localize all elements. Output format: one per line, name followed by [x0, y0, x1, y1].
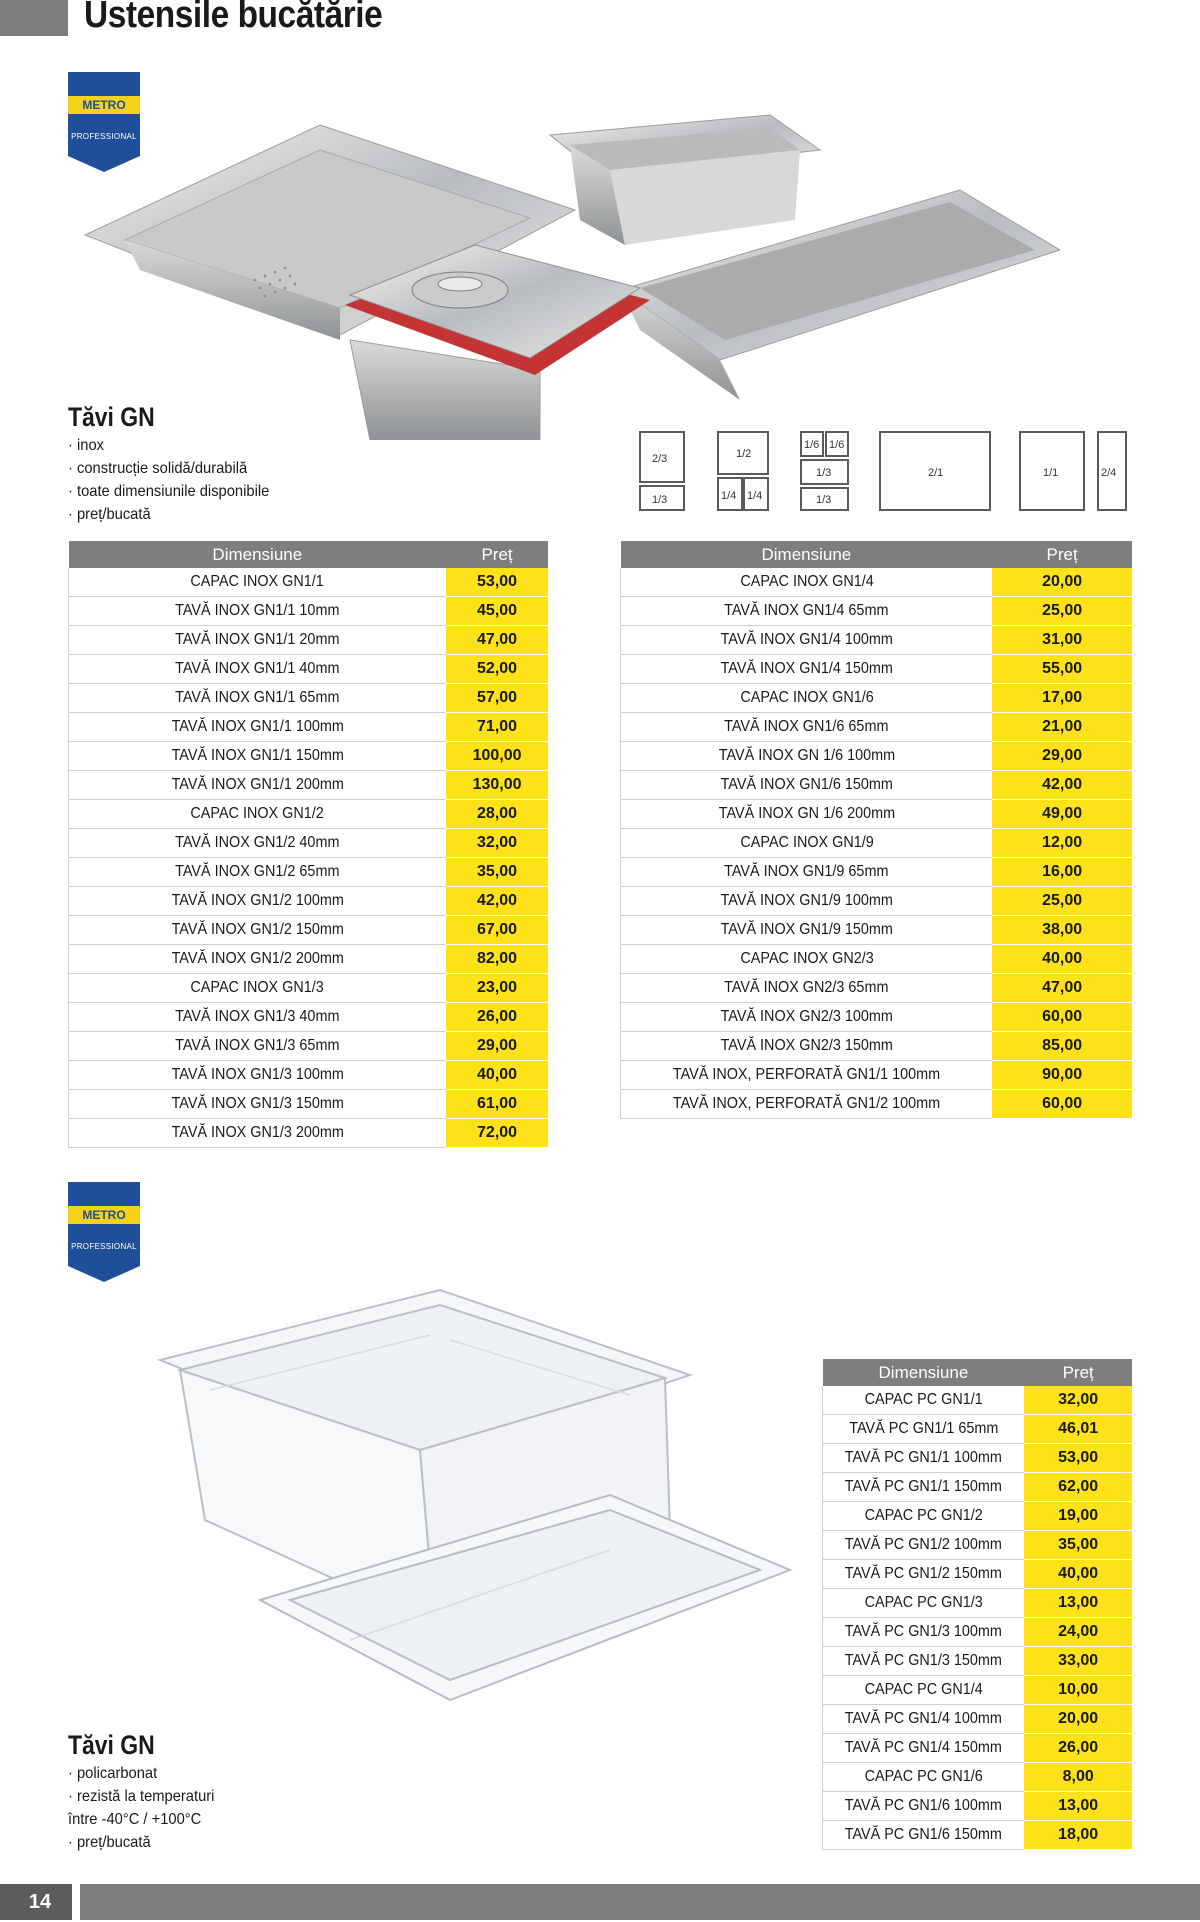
feature-item: · preț/bucată: [68, 503, 269, 526]
product-name-cell: [69, 1032, 447, 1061]
product-name-cell: [621, 771, 993, 800]
table-row: [621, 713, 1133, 742]
product-name: TAVĂ PC GN1/6 100mm: [845, 1797, 1003, 1814]
feature-item: · toate dimensiunile disponibile: [68, 480, 269, 503]
product-name: TAVĂ INOX GN1/1 65mm: [175, 689, 340, 706]
table-row: [621, 1090, 1133, 1119]
page-number: 14: [0, 1884, 80, 1920]
pc-price-table: [822, 1359, 1132, 1850]
table-row: [621, 568, 1133, 597]
product-name: CAPAC INOX GN1/4: [739, 573, 874, 590]
table-row: [823, 1560, 1133, 1589]
gn-label: 1/6: [804, 439, 820, 451]
product-name-cell: [621, 945, 993, 974]
product-name-cell: [823, 1821, 1025, 1850]
price-cell: 62,00: [1024, 1473, 1132, 1502]
price-cell: 20,00: [1024, 1705, 1132, 1734]
product-name-cell: [621, 974, 993, 1003]
price-cell: 47,00: [446, 626, 548, 655]
product-name: TAVĂ INOX GN2/3 150mm: [720, 1037, 893, 1054]
price-cell: 32,00: [446, 829, 548, 858]
product-name-cell: [823, 1502, 1025, 1531]
product-name-cell: [823, 1473, 1025, 1502]
product-name-cell: [823, 1560, 1025, 1589]
product-name-cell: [621, 1003, 993, 1032]
product-name-cell: [69, 1003, 447, 1032]
price-cell: 90,00: [992, 1061, 1132, 1090]
product-name-cell: [621, 597, 993, 626]
product-name: CAPAC PC GN1/2: [864, 1507, 983, 1524]
table-row: [621, 829, 1133, 858]
product-name: TAVĂ PC GN1/4 150mm: [845, 1739, 1003, 1756]
product-name-cell: [621, 1061, 993, 1090]
product-name: TAVĂ INOX GN 1/6 100mm: [718, 747, 895, 764]
gn-sizes-diagram: [618, 412, 1133, 520]
product-name: CAPAC INOX GN1/2: [190, 805, 325, 822]
gn-label: 1/3: [816, 494, 832, 506]
table-row: [621, 1003, 1133, 1032]
price-cell: 26,00: [1024, 1734, 1132, 1763]
stainless-gn-pans-image: [80, 110, 1060, 440]
price-cell: 40,00: [1024, 1560, 1132, 1589]
price-cell: 40,00: [992, 945, 1132, 974]
table-row: [69, 626, 549, 655]
pc-feature-list: [68, 1762, 214, 1854]
table-row: [69, 916, 549, 945]
product-name: TAVĂ INOX GN1/9 100mm: [720, 892, 893, 909]
gn-label: 2/1: [928, 467, 944, 479]
product-name: CAPAC INOX GN1/6: [739, 689, 874, 706]
price-cell: 26,00: [446, 1003, 548, 1032]
inox-feature-list: [68, 434, 269, 526]
table-row: [621, 597, 1133, 626]
product-name-cell: [69, 771, 447, 800]
table-row: [621, 887, 1133, 916]
price-cell: 45,00: [446, 597, 548, 626]
table-row: [69, 1090, 549, 1119]
product-name: TAVĂ INOX GN1/4 150mm: [720, 660, 893, 677]
product-name-cell: [621, 800, 993, 829]
product-name: TAVĂ INOX GN1/3 40mm: [175, 1008, 340, 1025]
table-row: [621, 771, 1133, 800]
product-name: TAVĂ PC GN1/1 100mm: [845, 1449, 1003, 1466]
product-name-cell: [823, 1734, 1025, 1763]
table-row: [823, 1589, 1133, 1618]
table-row: [823, 1821, 1133, 1850]
product-name: TAVĂ INOX GN1/6 65mm: [724, 718, 889, 735]
price-cell: 29,00: [446, 1032, 548, 1061]
product-name: TAVĂ INOX GN1/2 40mm: [175, 834, 340, 851]
page-title: Ustensile bucătărie: [84, 0, 383, 36]
price-cell: 61,00: [446, 1090, 548, 1119]
table-row: [823, 1734, 1133, 1763]
inox-price-table-left: [68, 541, 548, 1148]
product-name-cell: [823, 1763, 1025, 1792]
product-name: TAVĂ INOX GN1/1 100mm: [171, 718, 344, 735]
feature-item: · construcție solidă/durabilă: [68, 457, 269, 480]
gn-label: 1/1: [1043, 467, 1059, 479]
product-name: TAVĂ INOX GN2/3 100mm: [720, 1008, 893, 1025]
price-cell: 60,00: [992, 1003, 1132, 1032]
product-name-cell: [69, 597, 447, 626]
product-name: CAPAC PC GN1/4: [864, 1681, 983, 1698]
product-name-cell: [621, 742, 993, 771]
gn-label: 2/4: [1101, 467, 1117, 479]
table-row: [823, 1473, 1133, 1502]
product-name-cell: [69, 684, 447, 713]
price-cell: 33,00: [1024, 1647, 1132, 1676]
product-name-cell: [621, 713, 993, 742]
feature-item: · inox: [68, 434, 269, 457]
product-name-cell: [621, 684, 993, 713]
price-cell: 52,00: [446, 655, 548, 684]
price-cell: 40,00: [446, 1061, 548, 1090]
price-cell: 19,00: [1024, 1502, 1132, 1531]
product-name-cell: [823, 1705, 1025, 1734]
product-name: TAVĂ INOX GN1/4 65mm: [724, 602, 889, 619]
price-cell: 49,00: [992, 800, 1132, 829]
product-name-cell: [69, 858, 447, 887]
price-cell: 53,00: [446, 568, 548, 597]
product-name-cell: [823, 1589, 1025, 1618]
price-cell: 100,00: [446, 742, 548, 771]
feature-item: · rezistă la temperaturi: [68, 1785, 214, 1808]
table-row: [823, 1502, 1133, 1531]
table-row: [69, 1119, 549, 1148]
product-name: TAVĂ PC GN1/3 100mm: [845, 1623, 1003, 1640]
price-cell: 25,00: [992, 597, 1132, 626]
product-name-cell: [621, 829, 993, 858]
table-row: [823, 1676, 1133, 1705]
price-cell: 21,00: [992, 713, 1132, 742]
product-name: TAVĂ INOX GN 1/6 200mm: [718, 805, 895, 822]
product-name: TAVĂ INOX GN1/2 200mm: [171, 950, 344, 967]
price-cell: 31,00: [992, 626, 1132, 655]
price-cell: 32,00: [1024, 1386, 1132, 1415]
product-name-cell: [823, 1647, 1025, 1676]
price-cell: 8,00: [1024, 1763, 1132, 1792]
column-header-price: Preț: [992, 541, 1132, 568]
product-name-cell: [69, 916, 447, 945]
price-cell: 82,00: [446, 945, 548, 974]
column-header-dimension: Dimensiune: [69, 541, 447, 568]
price-cell: 47,00: [992, 974, 1132, 1003]
price-cell: 60,00: [992, 1090, 1132, 1119]
gn-label: 1/6: [829, 439, 845, 451]
table-row: [823, 1618, 1133, 1647]
polycarbonate-gn-pans-image: [150, 1280, 800, 1720]
table-row: [621, 800, 1133, 829]
gn-label: 1/4: [747, 490, 763, 502]
product-name-cell: [823, 1676, 1025, 1705]
table-row: [823, 1531, 1133, 1560]
table-row: [69, 568, 549, 597]
product-name: TAVĂ PC GN1/1 65mm: [849, 1420, 999, 1437]
product-name: CAPAC PC GN1/6: [864, 1768, 983, 1785]
feature-item: · policarbonat: [68, 1762, 214, 1785]
product-name: TAVĂ INOX GN1/4 100mm: [720, 631, 893, 648]
product-name: TAVĂ PC GN1/1 150mm: [845, 1478, 1003, 1495]
table-row: [621, 626, 1133, 655]
gn-label: 1/2: [736, 448, 752, 460]
product-name: TAVĂ PC GN1/2 100mm: [845, 1536, 1003, 1553]
product-name: TAVĂ INOX GN1/3 100mm: [171, 1066, 344, 1083]
product-name-cell: [69, 887, 447, 916]
metro-professional-logo: METRO PROFESSIONAL: [68, 1182, 140, 1282]
product-name: TAVĂ INOX GN1/1 150mm: [171, 747, 344, 764]
product-name-cell: [69, 1119, 447, 1148]
product-name: TAVĂ PC GN1/2 150mm: [845, 1565, 1003, 1582]
table-row: [621, 945, 1133, 974]
product-name: TAVĂ INOX GN2/3 65mm: [724, 979, 889, 996]
product-name-cell: [69, 626, 447, 655]
product-name: TAVĂ INOX GN1/2 100mm: [171, 892, 344, 909]
table-row: [69, 742, 549, 771]
table-row: [69, 945, 549, 974]
price-cell: 28,00: [446, 800, 548, 829]
footer-bar: [0, 1884, 1200, 1920]
product-name: CAPAC INOX GN1/3: [190, 979, 325, 996]
price-cell: 12,00: [992, 829, 1132, 858]
product-name: TAVĂ INOX, PERFORATĂ GN1/2 100mm: [673, 1095, 941, 1112]
price-cell: 85,00: [992, 1032, 1132, 1061]
price-cell: 38,00: [992, 916, 1132, 945]
product-name: TAVĂ INOX GN1/3 65mm: [175, 1037, 340, 1054]
table-row: [69, 655, 549, 684]
product-name-cell: [621, 655, 993, 684]
product-name-cell: [69, 568, 447, 597]
column-header-dimension: Dimensiune: [621, 541, 993, 568]
table-row: [823, 1444, 1133, 1473]
product-name-cell: [823, 1618, 1025, 1647]
table-row: [621, 974, 1133, 1003]
product-name: CAPAC INOX GN2/3: [739, 950, 874, 967]
product-name-cell: [69, 655, 447, 684]
price-cell: 13,00: [1024, 1589, 1132, 1618]
price-cell: 67,00: [446, 916, 548, 945]
table-row: [69, 1003, 549, 1032]
table-row: [621, 1032, 1133, 1061]
inox-price-table-right: [620, 541, 1132, 1119]
gn-label: 1/4: [721, 490, 737, 502]
table-row: [823, 1647, 1133, 1676]
price-cell: 130,00: [446, 771, 548, 800]
product-name: TAVĂ INOX GN1/1 10mm: [175, 602, 340, 619]
price-cell: 42,00: [446, 887, 548, 916]
price-cell: 24,00: [1024, 1618, 1132, 1647]
price-cell: 18,00: [1024, 1821, 1132, 1850]
price-cell: 71,00: [446, 713, 548, 742]
table-row: [621, 916, 1133, 945]
table-row: [69, 597, 549, 626]
price-cell: 46,01: [1024, 1415, 1132, 1444]
product-name-cell: [69, 829, 447, 858]
product-name: TAVĂ INOX GN1/3 150mm: [171, 1095, 344, 1112]
price-cell: 25,00: [992, 887, 1132, 916]
product-name-cell: [621, 1032, 993, 1061]
price-cell: 35,00: [1024, 1531, 1132, 1560]
feature-item: · preț/bucată: [68, 1831, 214, 1854]
metro-professional-logo: METRO PROFESSIONAL: [68, 72, 140, 172]
feature-item: între -40°C / +100°C: [68, 1811, 202, 1828]
table-row: [823, 1763, 1133, 1792]
product-name: TAVĂ INOX GN1/2 150mm: [171, 921, 344, 938]
product-name: TAVĂ INOX GN1/2 65mm: [175, 863, 340, 880]
product-name-cell: [823, 1415, 1025, 1444]
price-cell: 17,00: [992, 684, 1132, 713]
product-name: CAPAC INOX GN1/1: [190, 573, 325, 590]
product-name-cell: [69, 974, 447, 1003]
table-row: [621, 742, 1133, 771]
table-row: [823, 1415, 1133, 1444]
product-name-cell: [621, 626, 993, 655]
table-row: [69, 858, 549, 887]
table-row: [823, 1705, 1133, 1734]
product-name-cell: [69, 742, 447, 771]
table-row: [69, 829, 549, 858]
product-name: TAVĂ PC GN1/6 150mm: [845, 1826, 1003, 1843]
price-cell: 10,00: [1024, 1676, 1132, 1705]
price-cell: 13,00: [1024, 1792, 1132, 1821]
product-name: CAPAC INOX GN1/9: [739, 834, 874, 851]
gn-label: 2/3: [652, 453, 668, 465]
product-name: TAVĂ PC GN1/4 100mm: [845, 1710, 1003, 1727]
price-cell: 55,00: [992, 655, 1132, 684]
column-header-price: Preț: [1024, 1359, 1132, 1386]
column-header-price: Preț: [446, 541, 548, 568]
table-row: [69, 771, 549, 800]
product-name-cell: [69, 1090, 447, 1119]
table-row: [69, 684, 549, 713]
gn-label: 1/3: [652, 494, 668, 506]
product-name-cell: [621, 1090, 993, 1119]
product-name-cell: [823, 1444, 1025, 1473]
product-name-cell: [823, 1386, 1025, 1415]
column-header-dimension: Dimensiune: [823, 1359, 1025, 1386]
product-name: TAVĂ INOX GN1/6 150mm: [720, 776, 893, 793]
inox-section-title: Tăvi GN: [68, 402, 155, 432]
pc-section-title: Tăvi GN: [68, 1730, 155, 1760]
product-name: TAVĂ INOX GN1/3 200mm: [171, 1124, 344, 1141]
table-row: [621, 655, 1133, 684]
product-name-cell: [69, 713, 447, 742]
price-cell: 53,00: [1024, 1444, 1132, 1473]
price-cell: 23,00: [446, 974, 548, 1003]
gn-label: 1/3: [816, 467, 832, 479]
price-cell: 16,00: [992, 858, 1132, 887]
product-name-cell: [621, 568, 993, 597]
table-row: [69, 974, 549, 1003]
table-row: [69, 1032, 549, 1061]
product-name-cell: [69, 1061, 447, 1090]
price-cell: 42,00: [992, 771, 1132, 800]
product-name-cell: [621, 916, 993, 945]
product-name: TAVĂ INOX GN1/9 150mm: [720, 921, 893, 938]
table-row: [69, 800, 549, 829]
product-name-cell: [823, 1531, 1025, 1560]
product-name: TAVĂ INOX GN1/1 200mm: [171, 776, 344, 793]
product-name-cell: [69, 800, 447, 829]
product-name: TAVĂ INOX, PERFORATĂ GN1/1 100mm: [673, 1066, 941, 1083]
table-row: [69, 887, 549, 916]
product-name-cell: [823, 1792, 1025, 1821]
table-row: [621, 1061, 1133, 1090]
product-name: TAVĂ INOX GN1/9 65mm: [724, 863, 889, 880]
price-cell: 57,00: [446, 684, 548, 713]
table-row: [69, 1061, 549, 1090]
header-bar: [0, 0, 68, 36]
product-name-cell: [69, 945, 447, 974]
price-cell: 20,00: [992, 568, 1132, 597]
price-cell: 35,00: [446, 858, 548, 887]
product-name: CAPAC PC GN1/1: [864, 1391, 983, 1408]
price-cell: 72,00: [446, 1119, 548, 1148]
price-cell: 29,00: [992, 742, 1132, 771]
table-row: [621, 858, 1133, 887]
table-row: [621, 684, 1133, 713]
product-name-cell: [621, 858, 993, 887]
product-name-cell: [621, 887, 993, 916]
table-row: [823, 1792, 1133, 1821]
product-name: CAPAC PC GN1/3: [864, 1594, 983, 1611]
product-name: TAVĂ INOX GN1/1 40mm: [175, 660, 340, 677]
product-name: TAVĂ PC GN1/3 150mm: [845, 1652, 1003, 1669]
table-row: [69, 713, 549, 742]
product-name: TAVĂ INOX GN1/1 20mm: [175, 631, 340, 648]
table-row: [823, 1386, 1133, 1415]
